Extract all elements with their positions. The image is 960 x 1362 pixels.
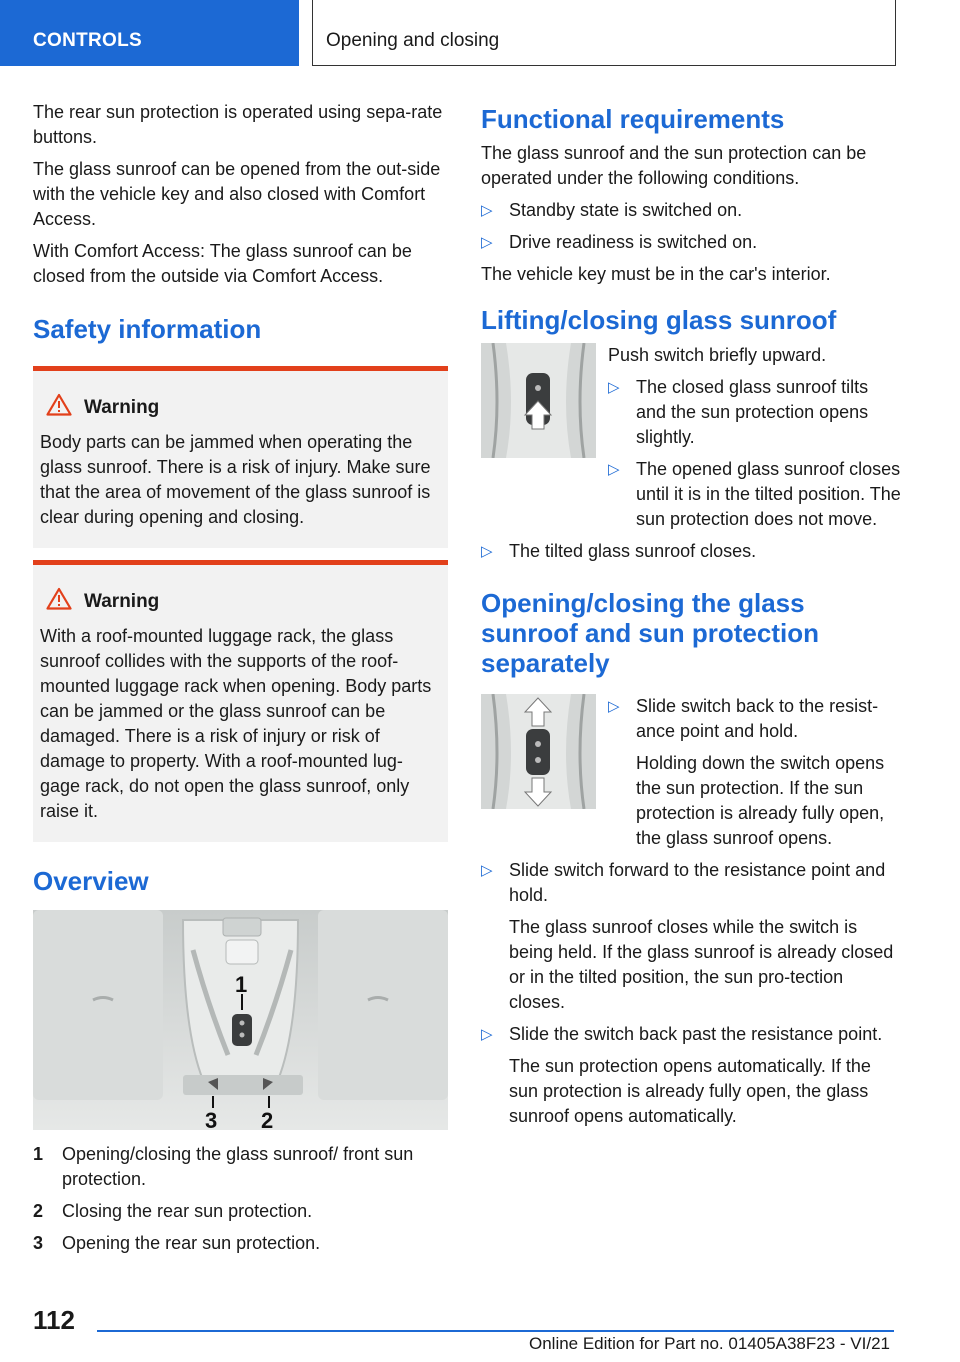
list-item: 1 Opening/closing the glass sunroof/ front sun protection. xyxy=(33,1144,414,1189)
separately-list xyxy=(481,858,901,1129)
chapter-tab xyxy=(312,0,896,66)
list-item: ▷ Standby state is switched on. xyxy=(481,198,901,223)
separately-heading: Opening/closing the glass sunroof and sun protection separately xyxy=(481,588,819,678)
switch-updown-figure xyxy=(481,694,596,809)
lifting-list xyxy=(608,375,901,532)
lifting-list xyxy=(481,539,901,564)
functional-requirements-heading: Functional requirements xyxy=(481,104,785,134)
bullet-triangle-icon: ▷ xyxy=(481,862,493,879)
warning-text: Body parts can be jammed when operating the glass sunroof. There is a risk of injury. Make sure that the area of movement of the glass sunroof is clear during opening and closing. xyxy=(40,432,431,527)
lifting-section xyxy=(481,343,901,539)
left-column xyxy=(33,100,448,1263)
list-item: 2 Closing the rear sun protection. xyxy=(33,1201,313,1221)
warning-title: Warning xyxy=(84,396,160,418)
figure-label: 2 xyxy=(261,1108,274,1130)
warning-box xyxy=(33,366,448,548)
bullet-triangle-icon: ▷ xyxy=(608,461,620,478)
list-item: 3 Opening the rear sun protection. xyxy=(33,1233,321,1253)
warning-triangle-icon xyxy=(46,587,76,616)
warning-text: With a roof-mounted luggage rack, the glass sunroof collides with the supports of the roof-mounted luggage rack when opening. Body parts can be jammed or the glass sunroof can be damaged. There is a risk of injury or risk of damage to property. With a roof-mounted lug-gage rack, do not open the glass sunroof, only raise it. xyxy=(40,626,432,821)
bullet-triangle-icon: ▷ xyxy=(481,543,493,560)
list-item: ▷ Slide the switch back past the resistance point. The sun protection opens automatically. If the sun protection is already fully open, the glass sunroof opens automatically. xyxy=(481,1024,883,1126)
overview-legend xyxy=(33,1142,448,1256)
bullet-triangle-icon: ▷ xyxy=(481,202,493,219)
bullet-triangle-icon: ▷ xyxy=(608,698,620,715)
overview-heading: Overview xyxy=(33,866,149,896)
page-number: 112 xyxy=(33,1305,75,1335)
intro-paragraph: The glass sunroof can be opened from the out-side with the vehicle key and also closed with Comfort Access. xyxy=(33,159,441,229)
list-item: ▷ The opened glass sunroof closes until it is in the tilted position. The sun protection does not move. xyxy=(608,459,901,529)
list-item: ▷ Slide switch back to the resist-ance point and hold. Holding down the switch opens the sun protection. If the sun protection is already fully open, the glass sunroof opens. xyxy=(608,696,885,848)
figure-label: 3 xyxy=(205,1108,218,1130)
intro-paragraph: With Comfort Access: The glass sunroof can be closed from the outside via Comfort Access. xyxy=(33,241,412,286)
chapter-title: Opening and closing xyxy=(326,30,500,51)
separately-section xyxy=(481,694,901,858)
paragraph: Push switch briefly upward. xyxy=(608,345,827,365)
intro-paragraph: The rear sun protection is operated using sepa-rate buttons. xyxy=(33,102,443,147)
right-column xyxy=(481,100,901,1136)
section-title: CONTROLS xyxy=(33,30,143,51)
overview-figure xyxy=(33,910,448,1130)
list-item: ▷ The tilted glass sunroof closes. xyxy=(481,539,901,564)
paragraph: The glass sunroof and the sun protection can be operated under the following conditions. xyxy=(481,143,867,188)
list-item: ▷ The closed glass sunroof tilts and the sun protection opens slightly. xyxy=(608,377,869,447)
switch-up-figure xyxy=(481,343,596,458)
lifting-heading: Lifting/closing glass sunroof xyxy=(481,305,837,335)
paragraph: The vehicle key must be in the car's interior. xyxy=(481,264,831,284)
bullet-triangle-icon: ▷ xyxy=(481,234,493,251)
figure-label: 1 xyxy=(235,972,248,997)
edition-text: Online Edition for Part no. 01405A38F23 - VI/21 xyxy=(528,1334,890,1353)
list-item: ▷ Drive readiness is switched on. xyxy=(481,230,901,255)
bullet-triangle-icon: ▷ xyxy=(481,1026,493,1043)
warning-title: Warning xyxy=(84,590,160,612)
separately-list xyxy=(608,694,901,851)
list-item: ▷ Slide switch forward to the resistance point and hold. The glass sunroof closes while the switch is being held. If the glass sunroof is already closed or in the tilted position, the sun pro-tection closes. xyxy=(481,860,894,1012)
requirements-list xyxy=(481,198,901,255)
safety-heading: Safety information xyxy=(33,314,262,344)
section-tab xyxy=(0,0,299,66)
warning-box xyxy=(33,560,448,842)
footer-divider xyxy=(97,1330,894,1332)
warning-triangle-icon xyxy=(46,393,76,422)
bullet-triangle-icon: ▷ xyxy=(608,379,620,396)
